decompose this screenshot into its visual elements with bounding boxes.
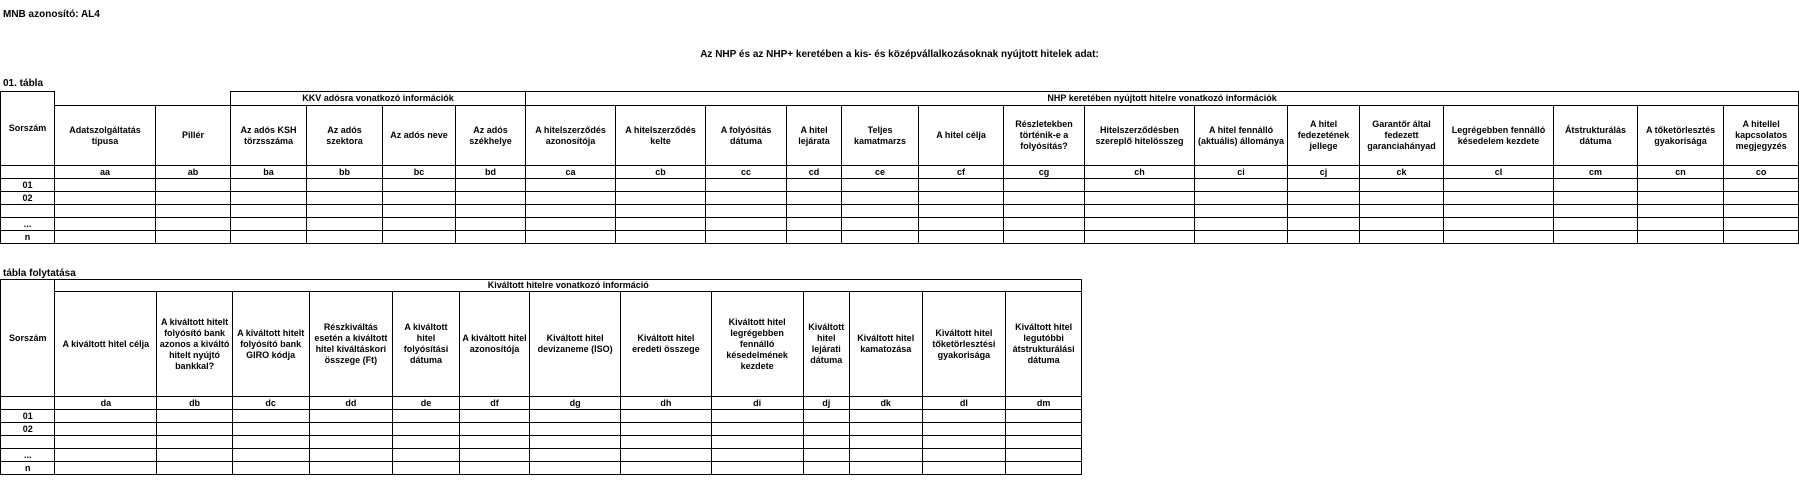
t2-data-cell[interactable] [157,410,233,423]
t1-data-cell[interactable] [456,231,526,244]
t1-data-cell[interactable] [231,192,307,205]
t2-data-cell[interactable] [232,410,309,423]
t2-data-cell[interactable] [711,449,803,462]
t2-data-cell[interactable] [621,423,712,436]
t2-data-cell[interactable] [711,436,803,449]
t2-data-cell[interactable] [232,423,309,436]
t1-data-cell[interactable] [55,179,156,192]
t1-col-code: cl [1444,166,1554,179]
t1-col-code: ci [1195,166,1288,179]
t1-col-code: cd [787,166,842,179]
t1-data-cell[interactable] [1444,205,1554,218]
t2-data-cell[interactable] [621,449,712,462]
t1-data-cell[interactable] [231,179,307,192]
t2-col-code: dj [803,397,849,410]
t1-data-cell[interactable] [156,205,231,218]
table2-label: tábla folytatása [3,268,76,279]
t1-row-label: n [1,231,55,244]
t1-data-cell[interactable] [842,218,919,231]
t2-code-blank [1,397,55,410]
t1-data-cell[interactable] [526,231,616,244]
table-row [1,436,1082,449]
t2-col-code: dm [1006,397,1082,410]
t2-data-cell[interactable] [459,449,530,462]
t1-data-cell[interactable] [1554,205,1638,218]
t1-data-cell[interactable] [456,192,526,205]
t2-data-cell[interactable] [459,462,530,475]
t1-data-cell[interactable] [1004,192,1085,205]
t2-data-cell[interactable] [55,449,157,462]
t2-data-cell[interactable] [232,462,309,475]
t1-data-cell[interactable] [1195,231,1288,244]
t1-data-cell[interactable] [1195,218,1288,231]
t1-data-cell[interactable] [1195,205,1288,218]
t2-data-cell[interactable] [309,410,393,423]
t1-col-header: A hitel lejárata [787,106,842,166]
t1-col-code: ch [1085,166,1195,179]
t1-data-cell[interactable] [919,231,1004,244]
t1-data-cell[interactable] [1554,231,1638,244]
t1-data-cell[interactable] [231,205,307,218]
t2-data-cell[interactable] [803,462,849,475]
t1-col-code: ab [156,166,231,179]
t1-data-cell[interactable] [1724,192,1799,205]
t2-col-code: dg [530,397,621,410]
t1-col-code: co [1724,166,1799,179]
t1-data-cell[interactable] [787,205,842,218]
t2-row-label: 01 [1,410,55,423]
table-1 [0,91,1799,244]
t1-data-cell[interactable] [616,192,706,205]
t2-data-cell[interactable] [309,462,393,475]
t1-col-code: cn [1638,166,1724,179]
t2-data-cell[interactable] [711,410,803,423]
t2-data-cell[interactable] [309,423,393,436]
t1-data-cell[interactable] [1360,192,1444,205]
t1-col-code: ck [1360,166,1444,179]
t1-data-cell[interactable] [1004,205,1085,218]
t1-data-cell[interactable] [1554,192,1638,205]
t2-col-code: di [711,397,803,410]
t1-data-cell[interactable] [1004,218,1085,231]
t1-data-cell[interactable] [55,205,156,218]
t1-data-cell[interactable] [1004,179,1085,192]
t1-sorszam-header: Sorszám [1,92,55,166]
t2-data-cell[interactable] [393,423,460,436]
t1-data-cell[interactable] [1444,192,1554,205]
t1-col-code: bb [307,166,383,179]
t1-data-cell[interactable] [1638,192,1724,205]
t2-col-header: Kiváltott hitel eredeti összege [621,292,712,397]
t2-data-cell[interactable] [157,436,233,449]
t1-data-cell[interactable] [156,218,231,231]
t1-data-cell[interactable] [1724,205,1799,218]
t2-data-cell[interactable] [849,449,922,462]
t2-data-cell[interactable] [1006,410,1082,423]
t1-data-cell[interactable] [383,231,456,244]
t1-data-cell[interactable] [1085,218,1195,231]
t1-data-cell[interactable] [1638,179,1724,192]
t1-data-cell[interactable] [526,205,616,218]
t2-data-cell[interactable] [309,449,393,462]
table-row [1,449,1082,462]
t2-data-cell[interactable] [1006,462,1082,475]
t1-col-header: Garantőr által fedezett garanciahányad [1360,106,1444,166]
t2-col-header: Kiváltott hitel tőketörlesztési gyakorisága [922,292,1006,397]
t1-data-cell[interactable] [1085,179,1195,192]
t2-data-cell[interactable] [922,449,1006,462]
t1-data-cell[interactable] [1195,192,1288,205]
t2-data-cell[interactable] [530,462,621,475]
t1-data-cell[interactable] [616,179,706,192]
t1-data-cell[interactable] [1085,205,1195,218]
t2-data-cell[interactable] [922,423,1006,436]
t1-data-cell[interactable] [842,231,919,244]
t1-data-cell[interactable] [787,218,842,231]
t1-data-cell[interactable] [307,192,383,205]
t2-data-cell[interactable] [849,423,922,436]
t1-data-cell[interactable] [787,179,842,192]
t1-col-header: A tőketörlesztés gyakorisága [1638,106,1724,166]
t1-code-blank [1,166,55,179]
t2-data-cell[interactable] [1006,436,1082,449]
t2-data-cell[interactable] [621,436,712,449]
t1-col-header: Pillér [156,106,231,166]
t1-data-cell[interactable] [307,231,383,244]
t1-data-cell[interactable] [307,218,383,231]
t1-data-cell[interactable] [231,218,307,231]
t1-col-header: Teljes kamatmarzs [842,106,919,166]
t1-col-code: bd [456,166,526,179]
t1-col-header: Átstrukturálás dátuma [1554,106,1638,166]
t1-col-header: Az adós KSH törzsszáma [231,106,307,166]
t2-data-cell[interactable] [849,436,922,449]
t1-data-cell[interactable] [1554,179,1638,192]
t2-data-cell[interactable] [232,449,309,462]
t1-row-label: 01 [1,179,55,192]
t2-row-label: n [1,462,55,475]
t1-col-header: A hitelszerződés kelte [616,106,706,166]
t2-data-cell[interactable] [55,462,157,475]
t1-data-cell[interactable] [1444,231,1554,244]
t1-col-code: ce [842,166,919,179]
t2-col-header: A kiváltott hitelt folyósító bank GIRO kódja [232,292,309,397]
t2-data-cell[interactable] [232,436,309,449]
t1-col-code: aa [55,166,156,179]
t1-data-cell[interactable] [456,218,526,231]
t1-data-cell[interactable] [919,218,1004,231]
t1-col-header: Az adós neve [383,106,456,166]
t2-col-header: A kiváltott hitel azonosítója [459,292,530,397]
t1-data-cell[interactable] [787,192,842,205]
t1-data-cell[interactable] [307,179,383,192]
t2-col-code: db [157,397,233,410]
t2-col-code: dk [849,397,922,410]
t1-data-cell[interactable] [842,205,919,218]
t1-data-cell[interactable] [1195,179,1288,192]
t2-col-code: da [55,397,157,410]
t1-blank-group [55,92,231,106]
t1-row-label [1,205,55,218]
t1-col-header: Részletekben történik-e a folyósítás? [1004,106,1085,166]
t2-col-code: dl [922,397,1006,410]
t2-col-header: Kiváltott hitel legrégebben fennálló késedelmének kezdete [711,292,803,397]
t1-data-cell[interactable] [1288,192,1360,205]
t1-data-cell[interactable] [919,179,1004,192]
t1-data-cell[interactable] [706,231,787,244]
t2-data-cell[interactable] [393,462,460,475]
t1-data-cell[interactable] [616,205,706,218]
t2-data-cell[interactable] [55,423,157,436]
t2-data-cell[interactable] [711,423,803,436]
t2-data-cell[interactable] [157,449,233,462]
t2-data-cell[interactable] [459,423,530,436]
t2-data-cell[interactable] [803,436,849,449]
t1-data-cell[interactable] [1360,179,1444,192]
t1-data-cell[interactable] [919,192,1004,205]
t1-col-code: cj [1288,166,1360,179]
t1-data-cell[interactable] [156,192,231,205]
t2-data-cell[interactable] [803,449,849,462]
t1-data-cell[interactable] [1554,218,1638,231]
t1-data-cell[interactable] [55,192,156,205]
t1-data-cell[interactable] [706,218,787,231]
page-title: Az NHP és az NHP+ keretében a kis- és középvállalkozásoknak nyújtott hitelek adat: [700,49,1099,60]
t2-group: Kiváltott hitelre vonatkozó információ [55,280,1082,292]
mnb-id: MNB azonosító: AL4 [3,9,100,20]
t1-data-cell[interactable] [383,218,456,231]
t2-data-cell[interactable] [55,436,157,449]
t1-col-header: A hitellel kapcsolatos megjegyzés [1724,106,1799,166]
t1-col-header: Az adós szektora [307,106,383,166]
t2-data-cell[interactable] [459,436,530,449]
t1-data-cell[interactable] [1085,192,1195,205]
t1-col-header: A folyósítás dátuma [706,106,787,166]
t1-data-cell[interactable] [383,192,456,205]
t2-data-cell[interactable] [55,410,157,423]
t2-data-cell[interactable] [922,410,1006,423]
t2-data-cell[interactable] [393,436,460,449]
t1-data-cell[interactable] [1360,205,1444,218]
t1-data-cell[interactable] [307,205,383,218]
t2-col-header: Kiváltott hitel lejárati dátuma [803,292,849,397]
t1-data-cell[interactable] [156,179,231,192]
t1-col-code: cb [616,166,706,179]
table-row [1,179,1799,192]
t1-col-code: ca [526,166,616,179]
t1-data-cell[interactable] [456,205,526,218]
t2-col-header: A kiváltott hitel célja [55,292,157,397]
t1-group-kkv: KKV adósra vonatkozó információk [231,92,526,106]
t1-data-cell[interactable] [919,205,1004,218]
t1-data-cell[interactable] [1288,205,1360,218]
table-2 [0,279,1082,475]
t1-data-cell[interactable] [231,231,307,244]
t1-data-cell[interactable] [1288,179,1360,192]
t2-data-cell[interactable] [1006,449,1082,462]
t1-col-header: A hitel célja [919,106,1004,166]
t1-row-label: 02 [1,192,55,205]
t2-row-label: 02 [1,423,55,436]
table-row [1,218,1799,231]
t1-data-cell[interactable] [1638,218,1724,231]
t2-data-cell[interactable] [393,410,460,423]
t1-data-cell[interactable] [156,231,231,244]
t1-data-cell[interactable] [1288,231,1360,244]
t1-data-cell[interactable] [842,192,919,205]
t1-data-cell[interactable] [706,205,787,218]
t2-data-cell[interactable] [530,449,621,462]
t2-data-cell[interactable] [621,410,712,423]
t1-group-nhp: NHP keretében nyújtott hitelre vonatkozó információk [526,92,1799,106]
t2-col-header: Részkiváltás esetén a kiváltott hitel kiváltáskori összege (Ft) [309,292,393,397]
t2-data-cell[interactable] [157,423,233,436]
t1-col-code: cg [1004,166,1085,179]
t2-data-cell[interactable] [530,423,621,436]
t2-data-cell[interactable] [803,410,849,423]
t2-data-cell[interactable] [530,410,621,423]
t1-data-cell[interactable] [456,179,526,192]
t1-data-cell[interactable] [787,231,842,244]
t1-data-cell[interactable] [706,192,787,205]
t2-row-label [1,436,55,449]
t1-col-code: ba [231,166,307,179]
t1-data-cell[interactable] [1288,218,1360,231]
t1-data-cell[interactable] [55,218,156,231]
t1-data-cell[interactable] [1724,231,1799,244]
t1-col-code: cm [1554,166,1638,179]
t1-col-header: Adatszolgáltatás típusa [55,106,156,166]
t2-col-header: A kiváltott hitelt folyósító bank azonos a kiváltó hitelt nyújtó bankkal? [157,292,233,397]
t2-data-cell[interactable] [803,423,849,436]
t2-row-label: ... [1,449,55,462]
t2-data-cell[interactable] [157,462,233,475]
t2-data-cell[interactable] [393,449,460,462]
t1-col-code: bc [383,166,456,179]
t1-data-cell[interactable] [1444,179,1554,192]
t1-data-cell[interactable] [616,231,706,244]
t1-data-cell[interactable] [1085,231,1195,244]
t2-data-cell[interactable] [530,436,621,449]
t2-col-code: de [393,397,460,410]
t2-col-header: Kiváltott hitel legutóbbi átstrukturálási dátuma [1006,292,1082,397]
table1-label: 01. tábla [3,78,44,89]
table-row [1,410,1082,423]
t1-col-header: Az adós székhelye [456,106,526,166]
t1-col-header: Hitelszerződésben szereplő hitelösszeg [1085,106,1195,166]
t1-data-cell[interactable] [55,231,156,244]
t2-data-cell[interactable] [849,462,922,475]
t2-col-header: Kiváltott hitel kamatozása [849,292,922,397]
t1-data-cell[interactable] [383,205,456,218]
table-row [1,462,1082,475]
t2-col-code: df [459,397,530,410]
t1-col-header: A hitel fedezetének jellege [1288,106,1360,166]
t2-col-header: A kiváltott hitel folyósítási dátuma [393,292,460,397]
t1-col-code: cf [919,166,1004,179]
t1-data-cell[interactable] [1724,179,1799,192]
t1-data-cell[interactable] [526,218,616,231]
t1-data-cell[interactable] [526,192,616,205]
t2-data-cell[interactable] [922,462,1006,475]
t1-row-label: ... [1,218,55,231]
t1-data-cell[interactable] [842,179,919,192]
t1-data-cell[interactable] [526,179,616,192]
t1-data-cell[interactable] [1638,231,1724,244]
t2-data-cell[interactable] [309,436,393,449]
t1-data-cell[interactable] [1638,205,1724,218]
t1-data-cell[interactable] [706,179,787,192]
table-row [1,231,1799,244]
t1-data-cell[interactable] [1444,218,1554,231]
t1-data-cell[interactable] [1360,231,1444,244]
t2-data-cell[interactable] [621,462,712,475]
t1-col-code: cc [706,166,787,179]
t2-data-cell[interactable] [711,462,803,475]
t2-data-cell[interactable] [922,436,1006,449]
t2-col-code: dh [621,397,712,410]
table-row [1,423,1082,436]
t2-data-cell[interactable] [459,410,530,423]
table-row [1,192,1799,205]
t2-data-cell[interactable] [1006,423,1082,436]
t1-data-cell[interactable] [383,179,456,192]
t2-col-header: Kiváltott hitel devizaneme (ISO) [530,292,621,397]
t1-col-header: A hitelszerződés azonosítója [526,106,616,166]
t2-sorszam-header: Sorszám [1,280,55,397]
t1-data-cell[interactable] [1004,231,1085,244]
t1-col-header: A hitel fennálló (aktuális) állománya [1195,106,1288,166]
t1-data-cell[interactable] [616,218,706,231]
t1-data-cell[interactable] [1724,218,1799,231]
t1-col-header: Legrégebben fennálló késedelem kezdete [1444,106,1554,166]
t2-col-code: dd [309,397,393,410]
t2-data-cell[interactable] [849,410,922,423]
t2-col-code: dc [232,397,309,410]
t1-data-cell[interactable] [1360,218,1444,231]
table-row [1,205,1799,218]
